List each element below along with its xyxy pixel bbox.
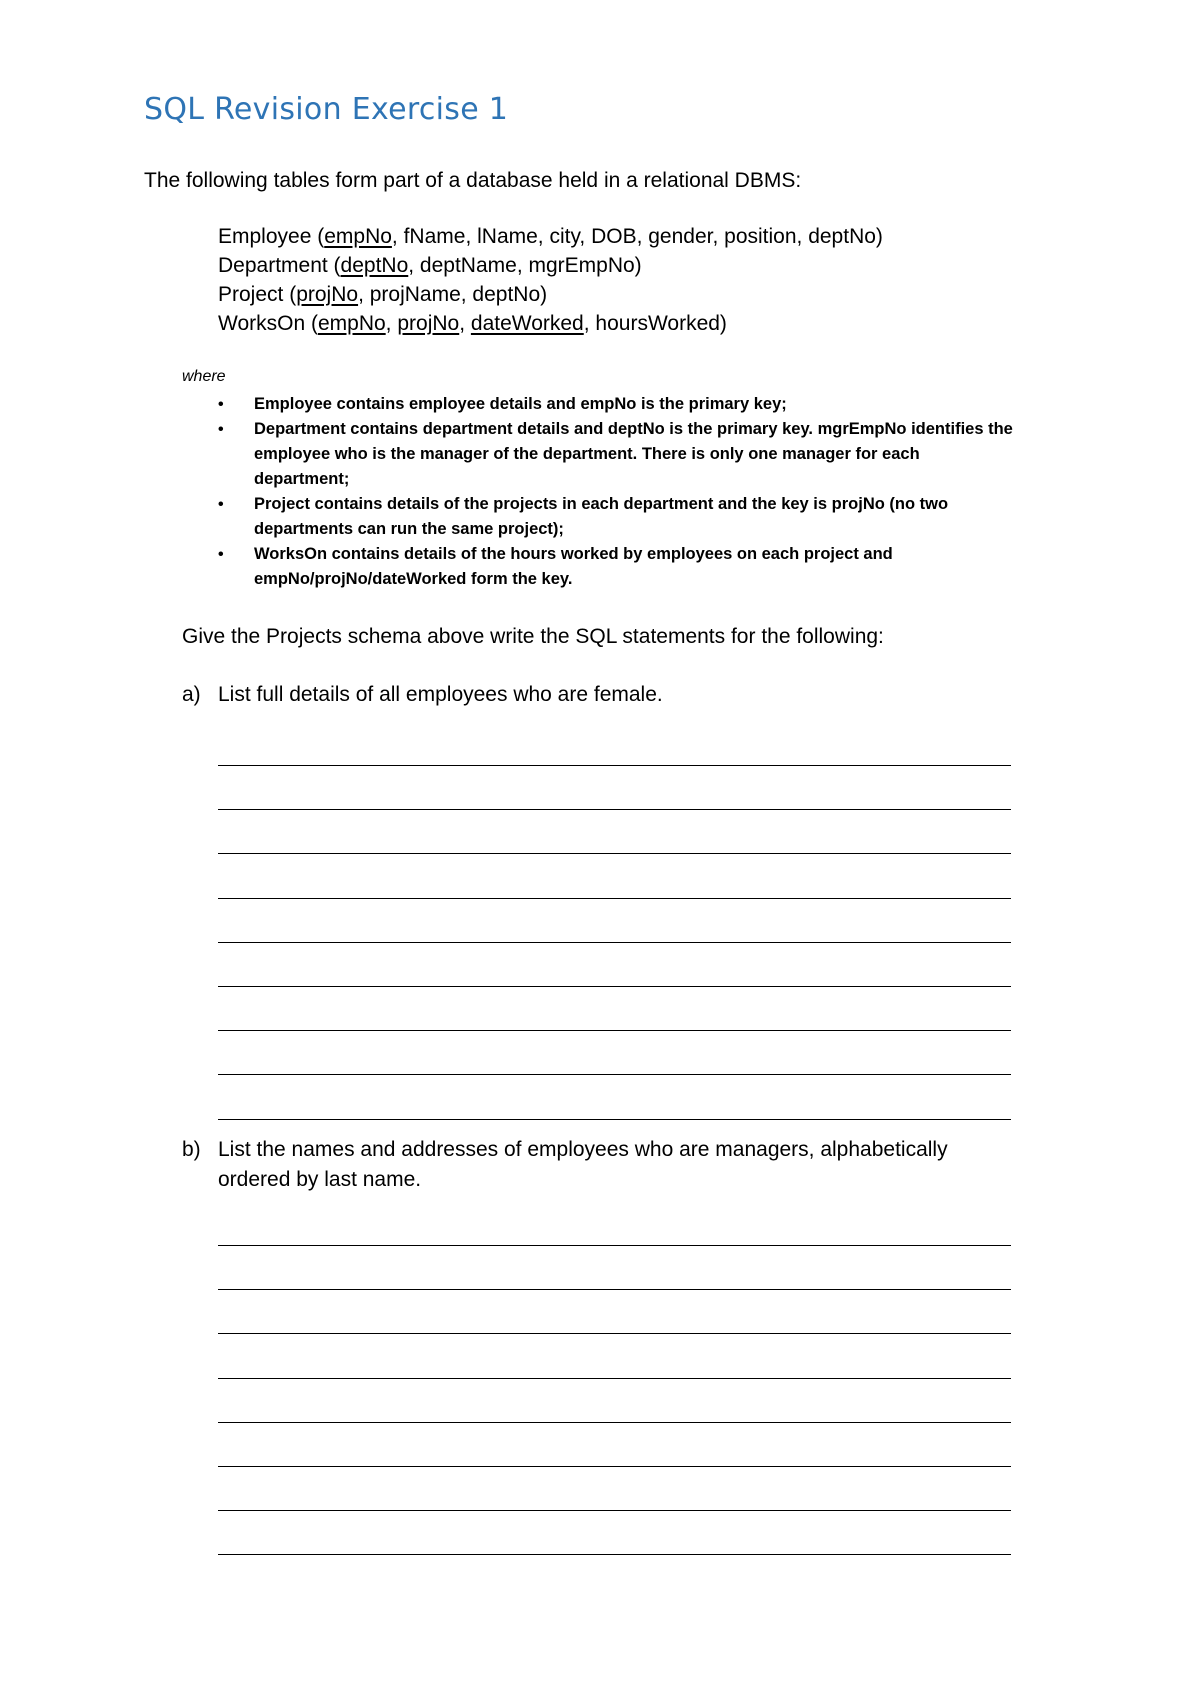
schema-department	[218, 251, 642, 281]
answer-line[interactable]	[218, 1333, 1011, 1334]
question-text: List full details of all employees who are female.	[218, 683, 663, 706]
schema-attributes: , hoursWorked)	[583, 312, 727, 335]
schema-attributes: , fName, lName, city, DOB, gender, position, deptNo)	[391, 225, 883, 248]
answer-line[interactable]	[218, 1119, 1011, 1120]
answer-line[interactable]	[218, 1466, 1011, 1467]
question-letter: a)	[182, 683, 201, 706]
schema-attributes: , deptName, mgrEmpNo)	[408, 254, 642, 277]
schema-workson: WorksOn (empNo, projNo, dateWorked, hoursWorked)	[218, 312, 727, 335]
answer-line[interactable]	[218, 1289, 1011, 1290]
schema-table-name: Department	[218, 254, 328, 277]
schema-open: (	[327, 254, 341, 277]
bullet-icon: •	[218, 421, 224, 438]
schema-key: empNo	[324, 225, 392, 248]
page-title: SQL Revision Exercise 1	[144, 92, 509, 127]
answer-line[interactable]	[218, 765, 1011, 766]
answer-line[interactable]	[218, 1245, 1011, 1246]
answer-line[interactable]	[218, 853, 1011, 854]
schema-key: projNo	[397, 312, 460, 335]
answer-line[interactable]	[218, 1510, 1011, 1511]
bullet-icon: •	[218, 546, 224, 563]
list-item	[214, 417, 1014, 492]
schema-key: dateWorked	[470, 312, 584, 335]
bullet-text: Department contains department details and deptNo is the primary key. mgrEmpNo identifies the employee who is the manager of the department. There is only one manager for each department;	[254, 420, 1013, 488]
question-letter: b)	[182, 1138, 201, 1161]
bullet-text: WorksOn contains details of the hours worked by employees on each project and empNo/projNo/dateWorked form the key.	[254, 545, 893, 588]
answer-line[interactable]	[218, 986, 1011, 987]
answer-line[interactable]	[218, 898, 1011, 899]
answer-line[interactable]	[218, 1554, 1011, 1555]
answer-line[interactable]	[218, 1074, 1011, 1075]
schema-key: deptNo	[340, 254, 409, 277]
bullet-list	[214, 392, 1014, 592]
schema-key: projNo	[296, 283, 359, 306]
schema-open: (	[283, 283, 297, 306]
schema-open: (	[305, 312, 318, 335]
schema-project	[218, 280, 547, 310]
schema-table-name: WorksOn	[218, 312, 306, 335]
schema-open: (	[311, 225, 325, 248]
answer-line[interactable]	[218, 1378, 1011, 1379]
answer-line[interactable]	[218, 809, 1011, 810]
list-item	[214, 392, 1014, 417]
list-item	[214, 542, 1014, 592]
answer-line[interactable]	[218, 942, 1011, 943]
intro-text: The following tables form part of a database held in a relational DBMS:	[144, 169, 802, 192]
answer-line[interactable]	[218, 1422, 1011, 1423]
list-item	[214, 492, 1014, 542]
schema-employee	[218, 222, 883, 252]
answer-line[interactable]	[218, 1030, 1011, 1031]
schema-table-name: Employee	[218, 225, 312, 248]
bullet-icon: •	[218, 496, 224, 513]
where-label: where	[182, 368, 226, 385]
schema-key: empNo	[317, 312, 386, 335]
question-text: List the names and addresses of employees who are managers, alphabetically ordered by last name.	[218, 1138, 948, 1191]
schema-table-name: Project	[218, 283, 284, 306]
bullet-text: Project contains details of the projects in each department and the key is projNo (no two departments can run the same project);	[254, 495, 949, 538]
schema-attributes: , projName, deptNo)	[358, 283, 548, 306]
bullet-text: Employee contains employee details and empNo is the primary key;	[254, 395, 787, 413]
instruction-text: Give the Projects schema above write the SQL statements for the following:	[182, 625, 884, 648]
bullet-icon: •	[218, 396, 224, 413]
